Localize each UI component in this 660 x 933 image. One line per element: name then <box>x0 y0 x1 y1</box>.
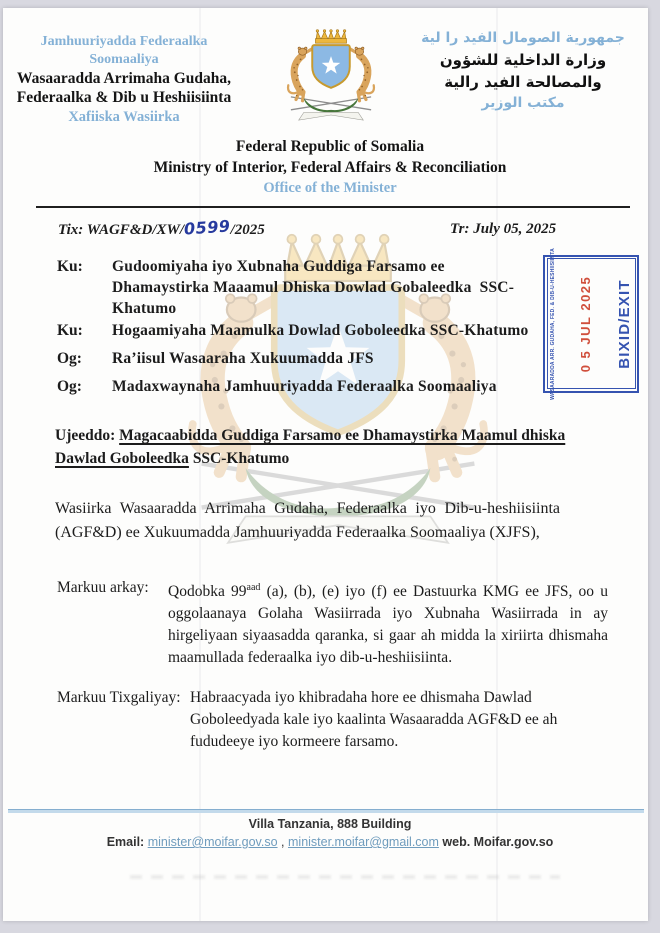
letterhead-somali <box>8 33 240 127</box>
clause1-label: Markuu arkay: <box>57 579 149 596</box>
recipient-text: Hogaamiyaha Maamulka Dowlad Goboleedka SSC-Khatumo <box>112 322 529 339</box>
reference-prefix: Tix: WAGF&D/XW/ <box>58 222 184 238</box>
clause1-pre: Qodobka 99 <box>168 583 247 601</box>
subject-line <box>55 424 575 470</box>
recipient-text: Ra’iisul Wasaaraha Xukuumadda JFS <box>112 350 374 367</box>
letterhead-arabic-line3: والمصالحة الفيد رالية <box>444 73 602 91</box>
reference-suffix: /2025 <box>230 222 265 238</box>
footer-divider <box>8 809 644 813</box>
letterhead-arabic <box>394 28 652 114</box>
letterhead-arabic-line2: وزارة الداخلية للشؤون <box>439 51 607 69</box>
recipient-row <box>57 320 532 341</box>
recipient-label: Og: <box>57 378 82 395</box>
recipient-label: Ku: <box>57 322 83 339</box>
subject-tail: SSC-Khatumo <box>192 450 290 467</box>
intro-paragraph: Wasiirka Wasaaradda Arrimaha Gudaha, Federaalka iyo Dib-u-heshiisiinta (AGF&D) ee Xukuumadda Jamhuuriyadda Federaalka Soomaaliya (XJFS), <box>55 500 560 541</box>
recipient-row <box>57 256 532 319</box>
letterhead-english-line1: Federal Republic of Somalia <box>235 138 425 155</box>
letterhead-somali-line4: Xafiiska Wasiirka <box>68 109 180 125</box>
letterhead-english-line3: Office of the Minister <box>263 180 397 196</box>
somalia-coat-of-arms <box>266 27 396 137</box>
footer-address: Villa Tanzania, 888 Building <box>248 817 412 831</box>
letterhead-somali-line3: Federaalka & Dib u Heshiisiinta <box>16 89 232 106</box>
clause1-text <box>168 577 608 669</box>
letterhead-somali-line1: Jamhuuriyadda Federaalka Soomaaliya <box>40 34 208 67</box>
scan-artifact <box>130 875 560 879</box>
recipient-row <box>57 348 532 369</box>
letterhead-arabic-line4: مكتب الوزير <box>481 95 565 111</box>
stamp-ministry-text: WASAARADDA ARR. GUDAHA, FED. & DIB-U-HESHIISIINTA <box>549 248 556 400</box>
footer-contact <box>0 835 660 849</box>
recipient-text: Gudoomiyaha iyo Xubnaha Guddiga Farsamo ee Dhamaystirka Maaamul Dhiska Dowlad Gobaleedka SSC-Khatumo <box>112 258 515 317</box>
subject-label: Ujeeddo: <box>55 427 116 444</box>
clause1-rest: (a), (b), (e) iyo (f) ee Dastuurka KMG ee JFS, oo u oggolaanaya Golaha Wasiirrada iyo Xubnaha Wasiirrada in ay hirgeliyaan siyaasadda qaranka, si gaar ah midda la xiriirta dhismaha maamullada federaalka iyo dib-u-heshiisiinta. <box>168 583 608 667</box>
letterhead-arabic-line1: جمهورية الصومال الفيد را لية <box>421 30 625 46</box>
email-label: Email: <box>106 835 145 849</box>
recipient-label: Og: <box>57 350 82 367</box>
website-text: web. Moifar.gov.so <box>442 835 554 849</box>
reference-number <box>58 216 265 239</box>
letterhead-english-line2: Ministry of Interior, Federal Affairs & Reconciliation <box>153 159 507 176</box>
reference-date: Tr: July 05, 2025 <box>450 221 557 237</box>
email-link-secondary[interactable]: minister.moifar@gmail.com <box>288 835 439 849</box>
recipient-label: Ku: <box>57 258 83 275</box>
exit-stamp-border <box>543 248 639 400</box>
recipient-row <box>57 376 532 397</box>
stamp-date: 0 5 JUL 2025 <box>578 275 593 373</box>
clause2-label: Markuu Tixgaliyay: <box>57 689 181 706</box>
clause1-superscript: aad <box>246 582 261 593</box>
subject-underlined-text: Magacaabidda Guddiga Farsamo ee Dhamaystirka Maamul dhiska Dawlad Goboleedka <box>55 427 566 467</box>
clause2-text: Habraacyada iyo khibradaha hore ee dhismaha Dawlad Goboleedyada kale iyo kaalinta Wasaaradda AGF&D ee ah fududeeye iyo kormeere farsamo. <box>190 689 558 750</box>
header-divider <box>36 206 630 208</box>
recipient-text: Madaxwaynaha Jamhuuriyadda Federaalka Soomaaliya <box>112 378 497 395</box>
exit-stamp-inner <box>547 248 636 400</box>
email-separator: , <box>281 835 285 849</box>
letterhead-english <box>0 136 660 198</box>
stamp-main-text: BIXID/EXIT <box>615 279 633 369</box>
email-link-primary[interactable]: minister@moifar.gov.so <box>147 835 278 849</box>
exit-stamp <box>545 248 637 400</box>
reference-handwritten-number: 0599 <box>183 216 232 239</box>
letterhead-somali-line2: Wasaaradda Arrimaha Gudaha, <box>16 70 232 87</box>
